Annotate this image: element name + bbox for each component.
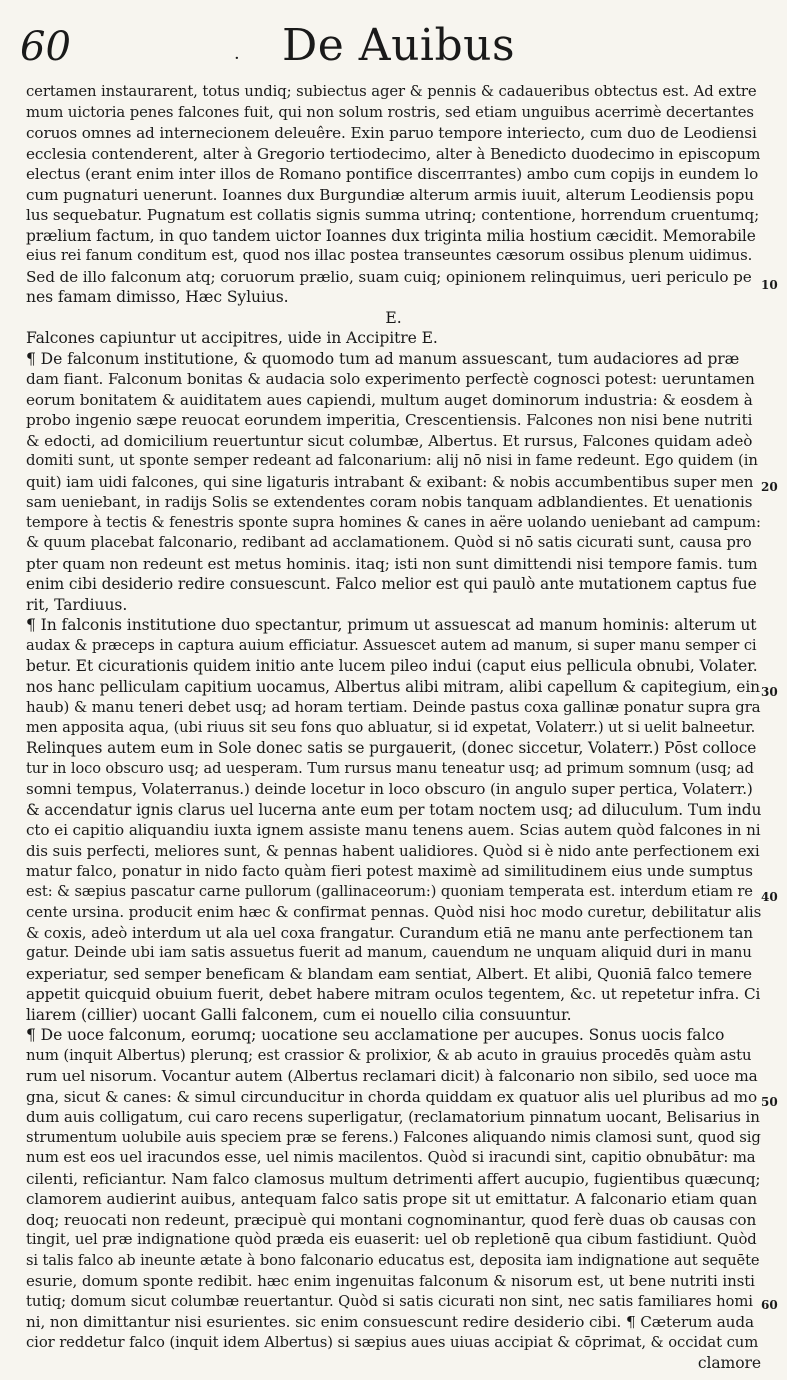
text-line: domiti sunt, ut sponte semper redeant ad falconarium: alij nō nisi in fame redeunt. Ego quidem (in xyxy=(26,452,758,469)
text-line: clamorem audierint auibus, antequam falco satis prope sit ut emittatur. A falconario etiam quan xyxy=(26,1190,758,1208)
text-line: ¶ De uoce falconum, eorumq; uocatione seu acclamatione per aucupes. Sonus uocis falco xyxy=(26,1026,725,1044)
header-separator: · xyxy=(234,48,240,69)
text-line: est: & sæpius pascatur carne pullorum (gallinaceorum:) quoniam temperata est. interdum etiam re xyxy=(26,882,753,900)
text-line: eius rei fanum conditum est, quod nos illac postea transeuntes cæsorum ossibus plenum uidimus. xyxy=(26,247,753,264)
text-line: nos hanc pelliculam capitium uocamus, Albertus alibi mitram, alibi capellum & capitegium, ein xyxy=(26,677,760,696)
text-line: esurie, domum sponte redibit. hæc enim ingenuitas falconum & nisorum est, ut bene nutriti insti xyxy=(26,1272,755,1290)
page-number: 60 xyxy=(20,24,71,70)
running-title: De Auibus xyxy=(282,20,516,71)
text-line: gna, sicut & canes: & simul circunducitur in chorda quiddam ex quatuor alis uel pluribus ad mo xyxy=(26,1087,757,1106)
text-line: prælium factum, in quo tandem uictor Ioannes dux triginta milia hostium cæcidit. Memorabile xyxy=(26,226,756,245)
text-line: audax & præceps in captura auium efficiatur. Assuescet autem ad manum, si super manu semper ci xyxy=(26,636,757,654)
text-line: experiatur, sed semper beneficam & blandam eam sentiat, Albert. Et alibi, Quoniā falco temere xyxy=(26,964,752,983)
text-line: certamen instaurarent, totus undiq; subiectus ager & pennis & cadaueribus obtectus est. Ad extre xyxy=(26,83,757,100)
running-header xyxy=(0,10,787,80)
text-line: mum uictoria penes falcones fuit, qui non solum rostris, sed etiam unguibus acerrimè decertantes xyxy=(26,103,754,121)
text-line: ecclesia contenderent, alter à Gregorio tertiodecimo, alter à Benedicto duodecimo in episcopum xyxy=(26,144,761,163)
text-line: Falcones capiuntur ut accipitres, uide in Accipitre E. xyxy=(26,329,438,347)
text-line: & edocti, ad domicilium reuertuntur sicut columbæ, Albertus. Et rursus, Falcones quidam adeò xyxy=(26,431,753,450)
margin-line-number: 60 xyxy=(761,1298,778,1312)
text-line: rum uel nisorum. Vocantur autem (Albertus reclamari dicit) à falconario non sibilo, sed uoce ma xyxy=(26,1067,758,1085)
margin-line-number: 50 xyxy=(761,1095,778,1109)
text-line: & accendatur ignis clarus uel lucerna ante eum per totam noctem usq; ad diluculum. Tum indu xyxy=(26,800,761,819)
text-line: dam fiant. Falconum bonitas & audacia solo experimento perfectè cognosci potest: ueruntamen xyxy=(26,370,755,388)
text-line: num est eos uel iracundos esse, uel nimis macilentos. Quòd si iracundi sint, capitio obnubātur: ma xyxy=(26,1149,756,1166)
text-line: ¶ De falconum institutione, & quomodo tum ad manum assuescant, tum audaciores ad præ xyxy=(26,349,740,368)
text-line: & coxis, adeò interdum ut ala uel coxa frangatur. Curandum etiā ne manu ante perfectionem tan xyxy=(26,923,753,942)
text-line: tingit, uel præ indignatione quòd præda eis euaserit: uel ob repletionē qua cibum fastidiunt. Quòd xyxy=(26,1231,757,1248)
text-line: strumentum uolubile auis speciem præ se ferens.) Falcones aliquando nimis clamosi sunt, quod sig xyxy=(26,1128,761,1146)
text-line: cente ursina. producit enim hæc & confirmat pennas. Quòd nisi hoc modo curetur, debilitatur alis xyxy=(26,903,761,921)
text-line: cior reddetur falco (inquit idem Albertus) si sæpius aues uiuas accipiat & cōprimat, & occidat cum xyxy=(26,1333,759,1351)
text-line: si talis falco ab ineunte ætate à bono falconario educatus est, deposita iam indignatione aut sequēte xyxy=(26,1251,760,1269)
text-line: tempore à tectis & fenestris sponte supra homines & canes in aëre uolando ueniebant ad campum: xyxy=(26,513,761,531)
text-line: gatur. Deinde ubi iam satis assuetus fuerit ad manum, cauendum ne unquam aliquid duri in manu xyxy=(26,944,752,961)
text-line: appetit quicquid obuium fuerit, debet habere mitram oculos tegentem, &c. ut repetetur infra. Ci xyxy=(26,985,761,1003)
text-line: pter quam non redeunt est metus hominis. itaq; isti non sunt dimittendi nisi tempore famis. tum xyxy=(26,554,758,573)
text-line: men apposita aqua, (ubi riuus sit seu fons quo abluatur, si id expetat, Volaterr.) ut si uelit balneetur. xyxy=(26,718,756,736)
text-line: matur falco, ponatur in nido facto quàm fieri potest maximè ad similitudinem eius unde sumptus xyxy=(26,862,753,880)
text-line: & quum placebat falconario, redibant ad acclamationem. Quòd si nō satis cicurati sunt, causa pro xyxy=(26,534,752,551)
text-block xyxy=(26,82,761,1374)
text-line: cilenti, reficiantur. Nam falco clamosus multum detrimenti affert aucupio, fugientibus quæcunq; xyxy=(26,1169,761,1188)
text-line: coruos omnes ad internecionem deleuêre. Exin paruo tempore interiecto, cum duo de Leodiensi xyxy=(26,124,757,142)
text-line: doq; reuocati non redeunt, præcipuè qui montani cognominantur, quod ferè duas ob causas con xyxy=(26,1210,757,1229)
text-line: ni, non dimittantur nisi esurientes. sic enim consuescunt redire desiderio cibi. ¶ Cæterum auda xyxy=(26,1313,754,1331)
text-line: haub) & manu teneri debet usq; ad horam tertiam. Deinde pastus coxa gallinæ ponatur supra gra xyxy=(26,698,761,716)
text-line: dum auis colligatum, cui caro recens superligatur, (reclamatorium pinnatum uocant, Belisarius in xyxy=(26,1108,760,1126)
section-heading: E. xyxy=(385,308,402,327)
text-line: cum pugnaturi uenerunt. Ioannes dux Burgundiæ alterum armis iuuit, alterum Leodiensis popu xyxy=(26,185,754,204)
margin-line-number: 10 xyxy=(761,278,778,292)
text-line: lus sequebatur. Pugnatum est collatis signis summa utrinq; contentione, horrendum cruentumq; xyxy=(26,206,760,224)
text-line: probo ingenio sæpe reuocat eorundem imperitia, Crescentiensis. Falcones non nisi bene nutriti xyxy=(26,411,753,429)
text-line: enim cibi desiderio redire consuescunt. Falco melior est qui paulò ante mutationem captus fue xyxy=(26,575,757,593)
text-line: tutiq; domum sicut columbæ reuertantur. Quòd si satis cicurati non sint, nec satis familiares homi xyxy=(26,1292,753,1310)
text-line: ¶ In falconis institutione duo spectantur, primum ut assuescat ad manum hominis: alterum ut xyxy=(26,616,757,634)
text-line: cto ei capitio aliquandiu iuxta ignem assiste manu tenens auem. Scias autem quòd falcones in ni xyxy=(26,821,761,839)
text-line: sam ueniebant, in radijs Solis se extendentes coram nobis tanquam adblandientes. Et uenationis xyxy=(26,493,753,511)
text-line: eorum bonitatem & auiditatem aues capiendi, multum auget dominorum industria: & eosdem à xyxy=(26,390,753,409)
margin-line-number: 20 xyxy=(761,480,778,494)
text-line: nes famam dimisso, Hæc Syluius. xyxy=(26,288,289,306)
text-line: num (inquit Albertus) plerunq; est crassior & prolixior, & ab acuto in grauius procedēs quàm astu xyxy=(26,1046,752,1064)
text-line: Relinques autem eum in Sole donec satis se purgauerit, (donec siccetur, Volaterr.) Pōst collocе xyxy=(26,739,757,757)
text-line: tur in loco obscuro usq; ad uesperam. Tum rursus manu teneatur usq; ad primum somnum (usq; ad xyxy=(26,759,754,777)
margin-line-number: 30 xyxy=(761,685,778,699)
text-line: Sed de illo falconum atq; coruorum prælio, suam cuiq; opinionem relinquimus, ueri periculo pe xyxy=(26,267,752,286)
text-line: quit) iam uidi falcones, qui sine ligaturis intrabant & exibant: & nobis accumbentibus super men xyxy=(26,472,754,491)
margin-line-number: 40 xyxy=(761,890,778,904)
text-line: clamore xyxy=(697,1354,761,1372)
text-line: dis suis perfecti, meliores sunt, & pennas habent ualidiores. Quòd si è nido ante perfectionem exi xyxy=(26,841,760,860)
text-line: electus (erant enim inter illos de Romano pontifice discептantes) ambo cum copijs in eundem lo xyxy=(26,165,759,183)
text-line: betur. Et cicurationis quidem initio ante lucem pileo indui (caput eius pellicula obnubi, Volater. xyxy=(26,657,758,675)
text-line: rit, Tardiuus. xyxy=(26,595,128,614)
text-line: liarem (cillier) uocant Galli falconem, cum ei nouello cilia consuuntur. xyxy=(26,1005,572,1024)
text-line: somni tempus, Volaterranus.) deinde locetur in loco obscuro (in angulo super pertica, Volaterr.) xyxy=(26,780,753,798)
